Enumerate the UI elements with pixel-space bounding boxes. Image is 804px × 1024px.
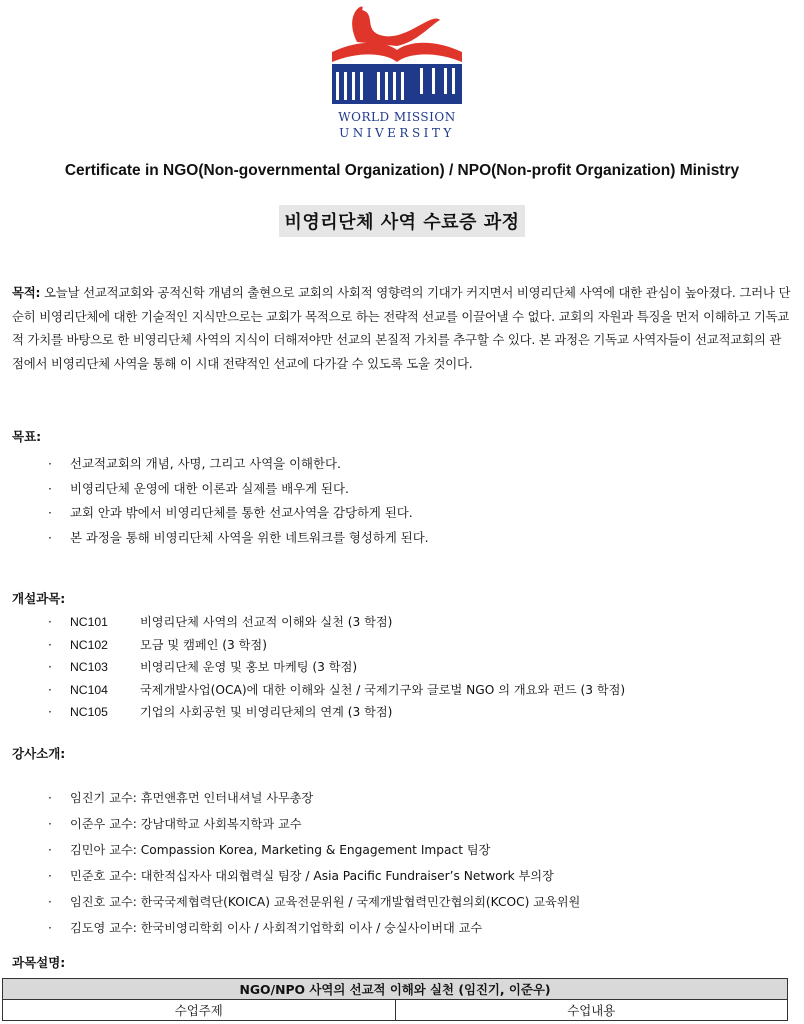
bullet-icon: · xyxy=(48,791,52,805)
instructor-desc: 대한적십자사 대외협력실 팀장 / Asia Pacific Fundraiser’s Network 부의장 xyxy=(136,869,554,883)
instructors-heading: 강사소개: xyxy=(12,746,66,761)
instructor-desc: 강남대학교 사회복지학과 교수 xyxy=(136,817,302,831)
list-item xyxy=(12,526,429,551)
instructor-desc: Compassion Korea, Marketing & Engagement Impact 팀장 xyxy=(136,843,491,857)
instructors-list xyxy=(12,786,580,942)
bullet-icon: · xyxy=(48,895,52,909)
instructor-name: 김도영 교수: xyxy=(70,921,137,935)
course-desc-heading: 과목설명: xyxy=(12,955,66,970)
bullet-icon: · xyxy=(48,637,52,652)
courses-heading: 개설과목: xyxy=(12,591,66,606)
course-name: 비영리단체 운영 및 홍보 마케팅 (3 학점) xyxy=(140,660,358,674)
course-code: NC104 xyxy=(70,682,108,697)
university-logo xyxy=(322,2,472,152)
bullet-icon: · xyxy=(48,480,52,496)
course-code: NC103 xyxy=(70,660,108,674)
course-code: NC101 xyxy=(70,615,108,629)
bullet-icon: · xyxy=(48,817,52,831)
instructor-desc: 한국국제협력단(KOICA) 교육전문위원 / 국제개발협력민간협의회(KCOC) 교육위원 xyxy=(136,895,581,909)
instructor-name: 민준호 교수: xyxy=(70,869,137,883)
instructor-item xyxy=(12,890,580,916)
purpose-label: 목적: xyxy=(12,285,41,300)
table-title-cell: NGO/NPO 사역의 선교적 이해와 실천 (임진기, 이준우) xyxy=(3,979,788,1000)
instructor-item xyxy=(12,864,580,890)
purpose-text: 오늘날 선교적교회와 공적신학 개념의 출현으로 교회의 사회적 영향력의 기대가 커지면서 비영리단체 사역에 대한 관심이 높아졌다. 그러나 단순히 비영리단체에 대한 기술적인 지식만으로는 교회가 목적으로 하는 전략적 선교를 이끌어낼 수 없다. 교회의 자원과 특징을 먼저 이해하고 기독교적 가치를 바탕으로 한 비영리단체 사역의 지식이 더해져야만 선교의 본질적 가치를 추구할 수 있다. 본 과정은 기독교 사역자들이 선교적교회의 관점에서 비영리단체 사역을 통해 이 시대 전략적인 선교에 다가갈 수 있도록 도울 것이다. xyxy=(12,285,791,371)
course-name: 기업의 사회공헌 및 비영리단체의 연계 (3 학점) xyxy=(140,705,393,719)
instructor-name: 임진호 교수: xyxy=(70,895,137,909)
goal-text: 비영리단체 운영에 대한 이론과 실제를 배우게 된다. xyxy=(70,480,349,496)
instructor-name: 김민아 교수: xyxy=(70,843,137,857)
goal-text: 교회 안과 밖에서 비영리단체를 통한 선교사역을 감당하게 된다. xyxy=(70,505,413,520)
purpose-paragraph xyxy=(12,281,792,375)
korean-title-wrap xyxy=(0,205,804,237)
bullet-icon: · xyxy=(48,921,52,935)
instructor-item xyxy=(12,916,580,942)
goal-text: 선교적교회의 개념, 사명, 그리고 사역을 이해한다. xyxy=(70,456,341,471)
course-name: 비영리단체 사역의 선교적 이해와 실천 (3 학점) xyxy=(140,615,393,629)
instructor-desc: 휴먼앤휴먼 인터내셔널 사무총장 xyxy=(136,791,314,805)
logo-text-line2: UNIVERSITY xyxy=(339,126,455,140)
logo-text-line1: WORLD MISSION xyxy=(338,110,456,124)
bullet-icon: · xyxy=(48,529,52,545)
bullet-icon: · xyxy=(48,682,52,697)
table-title-row xyxy=(3,979,788,1000)
col-header-topic: 수업주제 xyxy=(3,1000,396,1021)
bullet-icon: · xyxy=(48,869,52,883)
course-code: NC102 xyxy=(70,637,108,652)
instructor-desc: 한국비영리학회 이사 / 사회적기업학회 이사 / 숭실사이버대 교수 xyxy=(136,921,483,935)
bullet-icon: · xyxy=(48,843,52,857)
goals-heading: 목표: xyxy=(12,429,42,444)
table-header-row xyxy=(3,1000,788,1021)
goal-text: 본 과정을 통해 비영리단체 사역을 위한 네트워크를 형성하게 된다. xyxy=(70,529,429,545)
course-name: 모금 및 캠페인 (3 학점) xyxy=(140,637,267,652)
instructor-item xyxy=(12,812,580,838)
bullet-icon: · xyxy=(48,660,52,674)
korean-title: 비영리단체 사역 수료증 과정 xyxy=(279,205,526,237)
list-item xyxy=(12,477,429,502)
goals-list xyxy=(12,452,429,550)
bullet-icon: · xyxy=(48,615,52,629)
course-desc-table xyxy=(2,978,788,1021)
bullet-icon: · xyxy=(48,456,52,471)
course-name: 국제개발사업(OCA)에 대한 이해와 실천 / 국제기구와 글로벌 NGO 의 개요와 펀드 (3 학점) xyxy=(140,682,626,697)
instructor-name: 이준우 교수: xyxy=(70,817,137,831)
bullet-icon: · xyxy=(48,705,52,719)
col-header-content: 수업내용 xyxy=(395,1000,788,1021)
list-item xyxy=(12,452,429,477)
book-emblem-icon xyxy=(322,2,472,108)
list-item xyxy=(12,501,429,526)
instructor-item xyxy=(12,838,580,864)
instructor-item xyxy=(12,786,580,812)
instructor-name: 임진기 교수: xyxy=(70,791,137,805)
certificate-title: Certificate in NGO(Non-governmental Organization) / NPO(Non-profit Organization) Ministry xyxy=(64,162,740,179)
bullet-icon: · xyxy=(48,505,52,520)
course-code: NC105 xyxy=(70,705,108,719)
